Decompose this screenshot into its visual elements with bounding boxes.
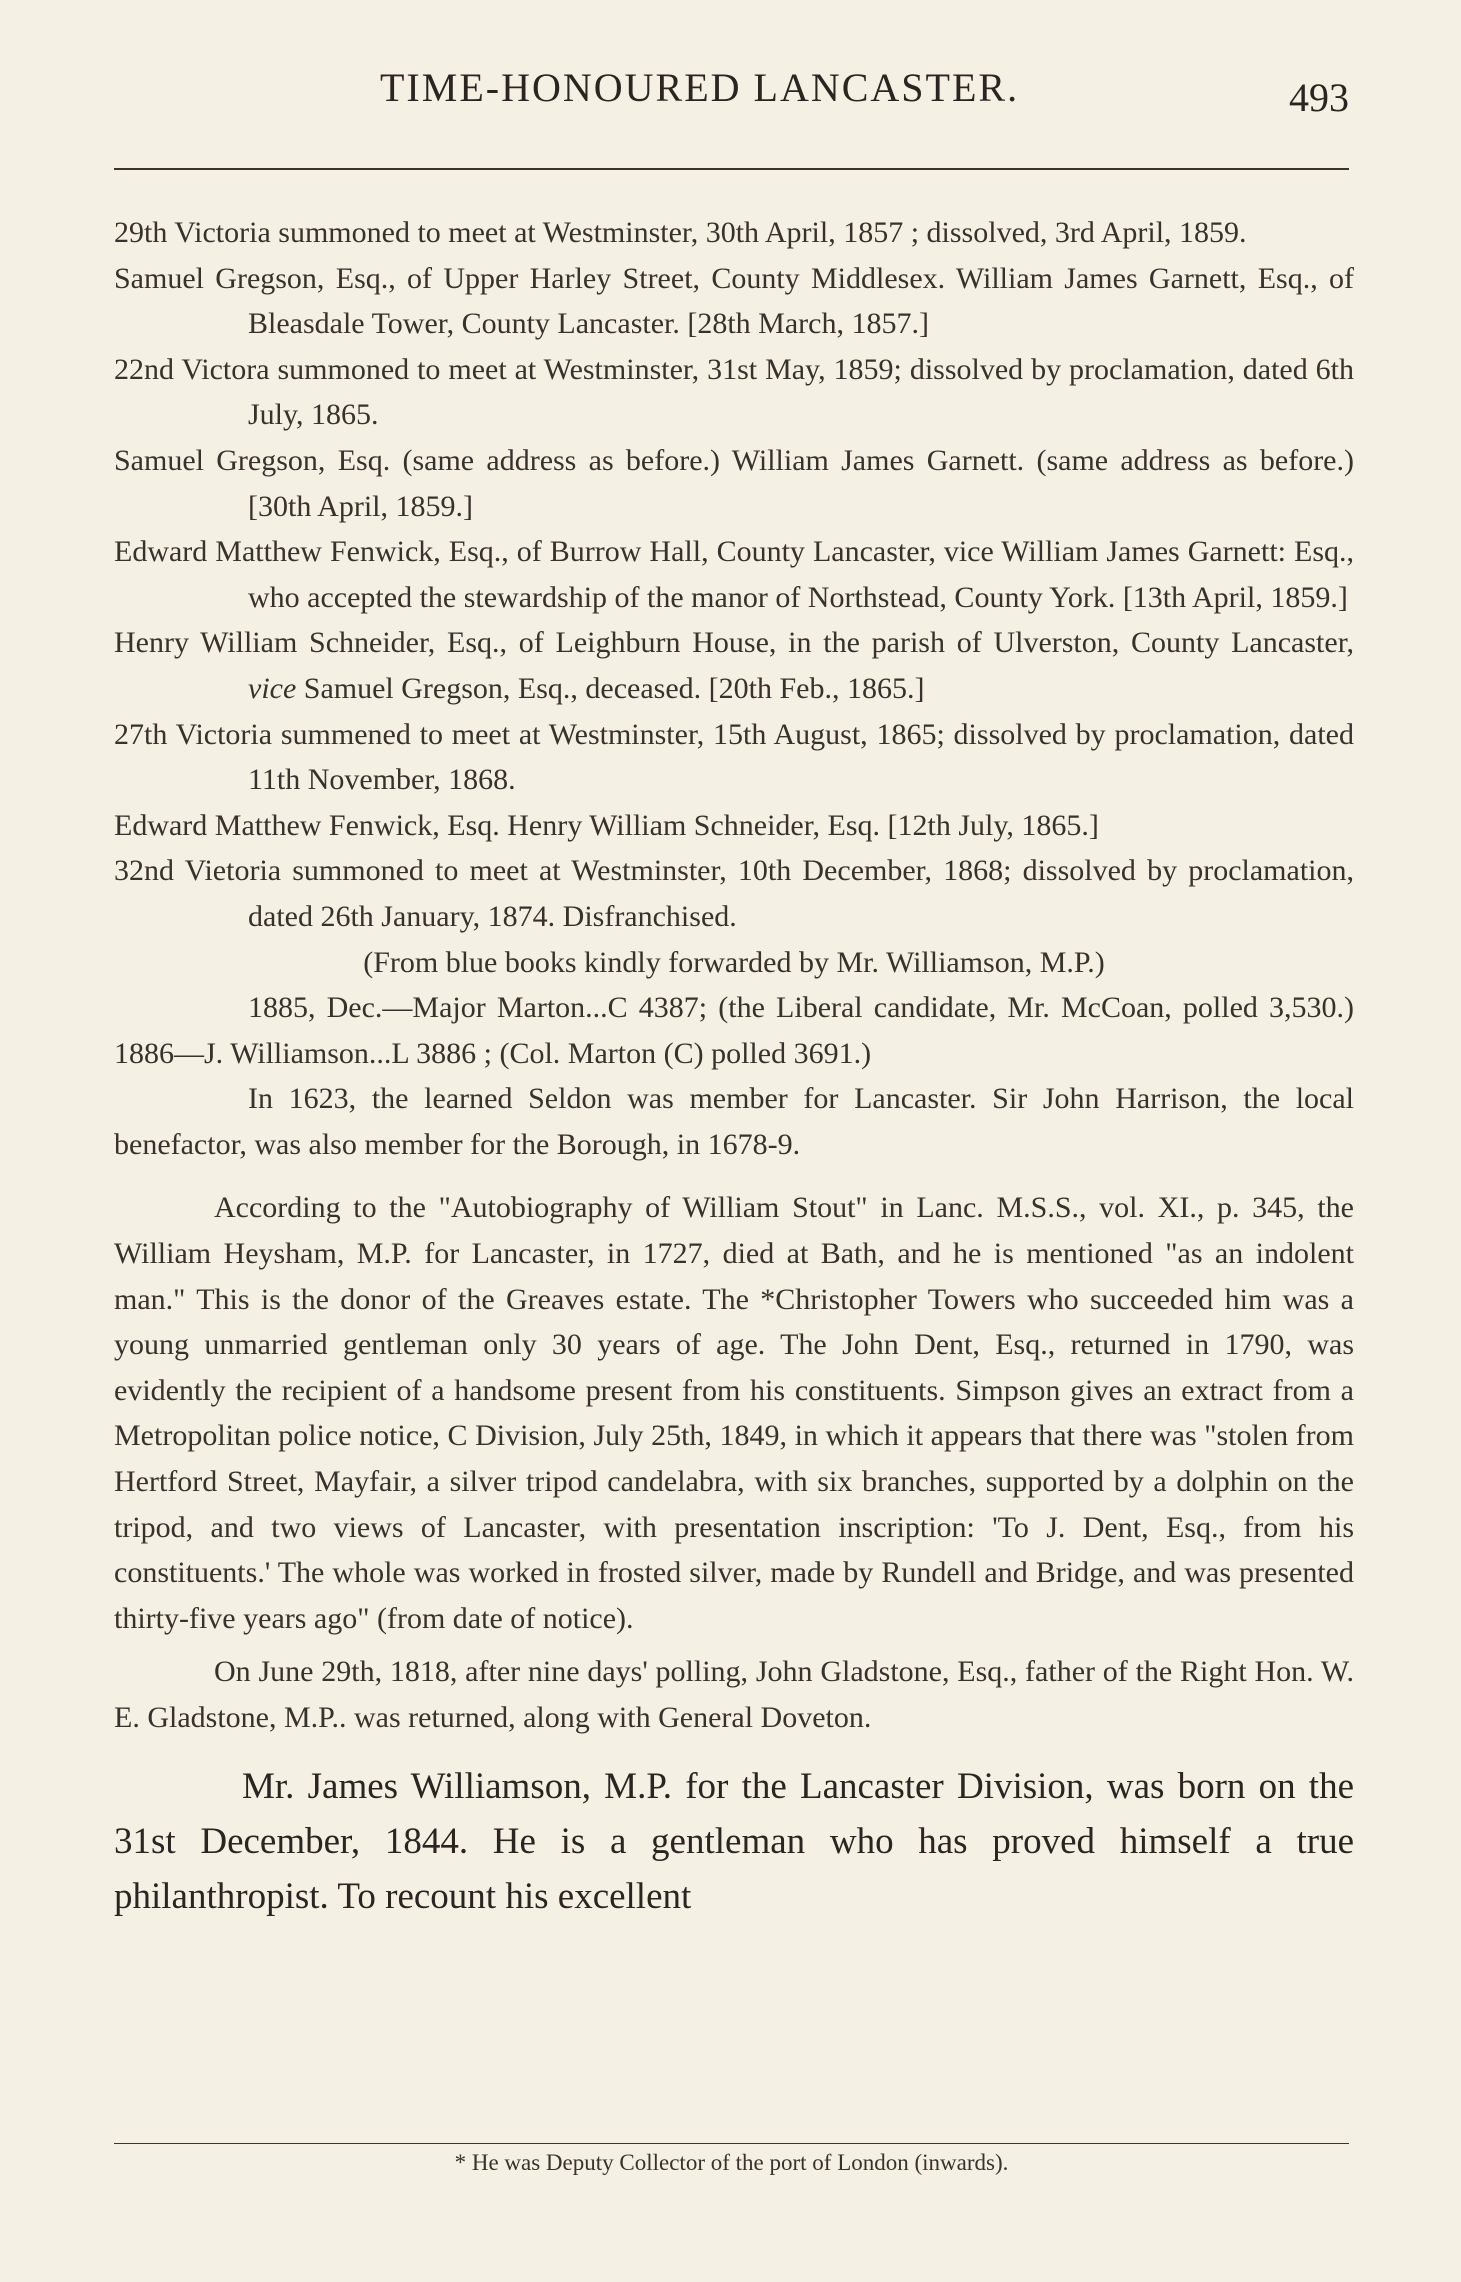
members-entry: Edward Matthew Fenwick, Esq., of Burrow Hall, County Lancaster, vice William James Garnett: Esq., who accepted the stewardship of the manor of Northstead, County York. [13th April, 1859.]: [114, 535, 1354, 614]
members-entry: Samuel Gregson, Esq. (same address as before.) William James Garnett. (same address as before.) [30th April, 1859.]: [114, 443, 1354, 523]
footnote: * He was Deputy Collector of the port of London (inwards).: [454, 2150, 1009, 2175]
gladstone-paragraph: On June 29th, 1818, after nine days' polling, John Gladstone, Esq., father of the Right Hon. W. E. Gladstone, M.P.. was returned, along with General Doveton.: [114, 1655, 1354, 1734]
parliament-entry: 27th Victoria summened to meet at Westminster, 15th August, 1865; dissolved by proclamation, dated 11th November, 1868.: [114, 717, 1354, 797]
entry-text: Samuel Gregson, Esq., deceased. [20th Feb., 1865.]: [296, 671, 925, 705]
members-entry: Edward Matthew Fenwick, Esq. Henry William Schneider, Esq. [12th July, 1865.]: [114, 808, 1099, 842]
parliament-entry: 32nd Vietoria summoned to meet at Westminster, 10th December, 1868; dissolved by proclamation, dated 26th January, 1874. Disfranchised.: [114, 854, 1354, 933]
spacer: [114, 1167, 1354, 1185]
footnote-rule: [114, 2143, 1349, 2144]
seldon-paragraph: In 1623, the learned Seldon was member for Lancaster. Sir John Harrison, the local benefactor, was also member for the Borough, in 1678-9.: [114, 1082, 1354, 1161]
page-header: [112, 60, 1349, 120]
running-title: TIME-HONOURED LANCASTER.: [380, 65, 1020, 110]
stout-paragraph: According to the "Autobiography of William Stout" in Lanc. M.S.S., vol. XI., p. 345, the William Heysham, M.P. for Lancaster, in 1727, died at Bath, and he is mentioned "as an indolent man." This is the donor of the Greaves estate. The *Christopher Towers who succeeded him was a young unmarried gentleman only 30 years of age. The John Dent, Esq., returned in 1790, was evidently the recipient of a handsome present from his constituents. Simpson gives an extract from a Metropolitan police notice, C Division, July 25th, 1849, in which it appears that there was "stolen from Hertford Street, Mayfair, a silver tripod candelabra, with six branches, supported by a dolphin on the tripod, and two views of Lancaster, with presentation inscription: 'To J. Dent, Esq., from his constituents.' The whole was worked in frosted silver, made by Rundell and Bridge, and was presented thirty-five years ago" (from date of notice).: [114, 1191, 1354, 1635]
election-1885-1886: 1885, Dec.—Major Marton...C 4387; (the Liberal candidate, Mr. McCoan, polled 3,530.) 1886—J. Williamson...L 3886 ; (Col. Marton (C) polled 3691.): [114, 991, 1354, 1070]
entry-text: Henry William Schneider, Esq., of Leighburn House, in the parish of Ulverston, County Lancaster,: [114, 626, 1354, 660]
body-text: [114, 210, 1354, 1924]
page-number: 493: [1289, 75, 1349, 120]
williamson-paragraph: Mr. James Williamson, M.P. for the Lancaster Division, was born on the 31st December, 1844. He is a gentleman who has proved himself a true philanthropist. To recount his excellent: [114, 1765, 1354, 1917]
source-note: (From blue books kindly forwarded by Mr. Williamson, M.P.): [363, 945, 1105, 979]
header-rule: [114, 168, 1349, 170]
members-entry: [114, 620, 1354, 711]
members-entry: Samuel Gregson, Esq., of Upper Harley Street, County Middlesex. William James Garnett, Esq., of Bleasdale Tower, County Lancaster. [28th March, 1857.]: [114, 261, 1354, 341]
parliament-entry: 22nd Victora summoned to meet at Westminster, 31st May, 1859; dissolved by proclamation, dated 6th July, 1865.: [114, 352, 1354, 432]
italic-vice: vice: [248, 671, 297, 705]
parliament-entry: 29th Victoria summoned to meet at Westminster, 30th April, 1857 ; dissolved, 3rd April, 1859.: [114, 216, 1247, 249]
spacer: [114, 1641, 1354, 1649]
